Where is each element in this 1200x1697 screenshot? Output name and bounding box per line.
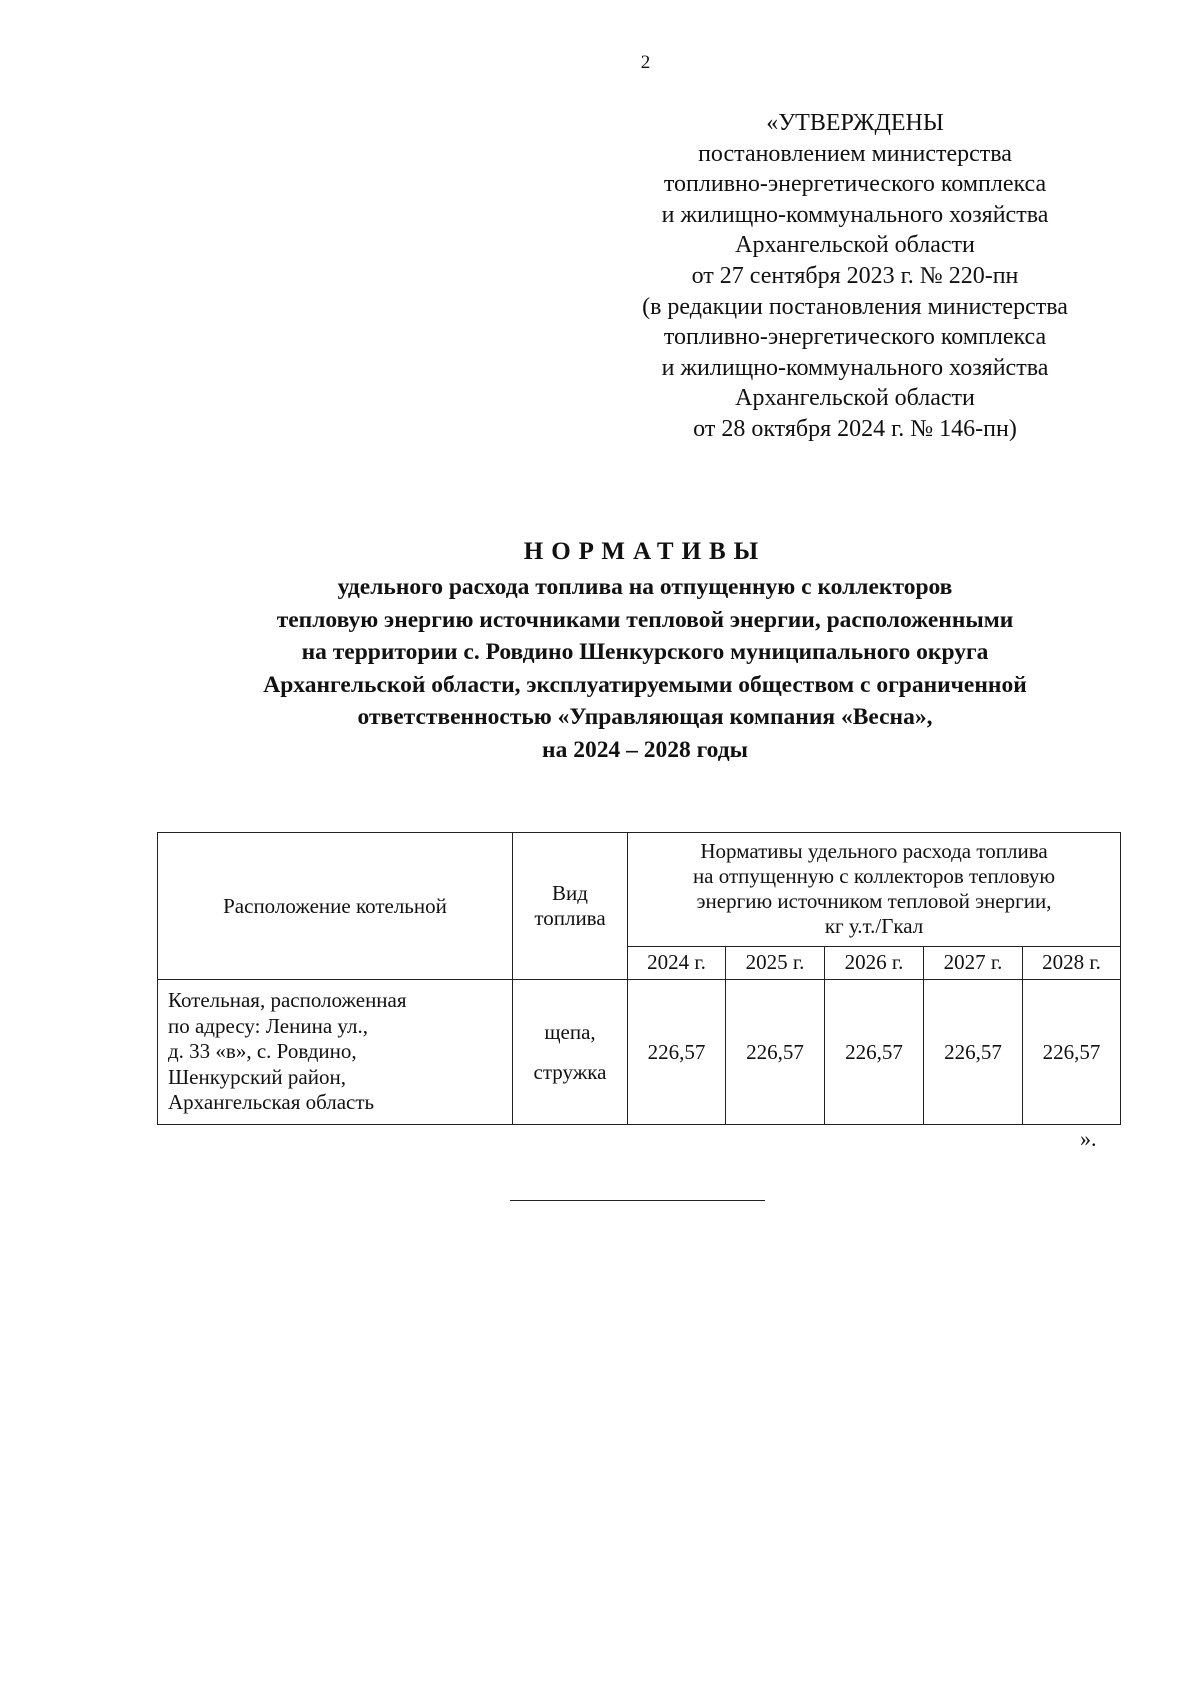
- fuel-line: стружка: [533, 1060, 607, 1084]
- document-subtitle: [100, 571, 1190, 766]
- location-line: Котельная, расположенная: [168, 988, 407, 1013]
- table-header-row: [158, 833, 1121, 947]
- cell-value: 226,57: [1023, 980, 1121, 1125]
- location-line: по адресу: Ленина ул.,: [168, 1013, 368, 1038]
- approval-line: (в редакции постановления министерства: [642, 293, 1068, 320]
- location-line: д. 33 «в», с. Ровдино,: [168, 1039, 357, 1064]
- location-line: Архангельская область: [168, 1090, 375, 1115]
- header-fuel-line: Вид: [552, 881, 588, 905]
- header-norms: [628, 833, 1121, 947]
- cell-fuel: [513, 980, 628, 1125]
- subtitle-line: тепловую энергию источниками тепловой энергии, расположенными: [276, 606, 1014, 633]
- approval-line: топливно-энергетического комплекса: [663, 324, 1047, 351]
- header-norms-line: Нормативы удельного расхода топлива: [700, 839, 1048, 864]
- year-header: 2026 г.: [825, 946, 924, 979]
- approval-line: «УТВЕРЖДЕНЫ: [766, 110, 944, 136]
- cell-value: 226,57: [924, 980, 1023, 1125]
- header-fuel-line: топлива: [534, 906, 606, 930]
- approval-block: [595, 108, 1115, 445]
- header-location: Расположение котельной: [158, 833, 513, 980]
- norms-table: [157, 832, 1121, 1125]
- bottom-divider: [510, 1200, 765, 1201]
- header-fuel: [513, 833, 628, 980]
- approval-line: топливно-энергетического комплекса: [663, 171, 1047, 198]
- location-line: Шенкурский район,: [168, 1064, 346, 1089]
- header-norms-line: кг у.т./Гкал: [824, 914, 924, 939]
- subtitle-line: на территории с. Ровдино Шенкурского муниципального округа: [301, 639, 989, 665]
- year-header: 2024 г.: [628, 946, 726, 979]
- approval-line: и жилищно-коммунального хозяйства: [661, 354, 1049, 381]
- approval-line: Архангельской области: [735, 232, 975, 259]
- subtitle-line: на 2024 – 2028 годы: [542, 736, 748, 763]
- subtitle-line: ответственностью «Управляющая компания «Весна»,: [357, 704, 933, 730]
- year-header: 2027 г.: [924, 946, 1023, 979]
- page-number: 2: [640, 52, 651, 73]
- cell-value: 226,57: [726, 980, 825, 1125]
- approval-line: от 27 сентября 2023 г. № 220-пн: [691, 262, 1019, 289]
- closing-quote: ».: [1080, 1126, 1097, 1151]
- subtitle-line: Архангельской области, эксплуатируемыми обществом с ограниченной: [263, 671, 1027, 698]
- subtitle-line: удельного расхода топлива на отпущенную с коллекторов: [337, 574, 953, 600]
- year-header: 2025 г.: [726, 946, 825, 979]
- cell-value: 226,57: [825, 980, 924, 1125]
- approval-line: Архангельской области: [735, 385, 975, 412]
- header-norms-line: энергию источником тепловой энергии,: [696, 889, 1052, 914]
- cell-location: [158, 980, 513, 1125]
- year-header: 2028 г.: [1023, 946, 1121, 979]
- cell-value: 226,57: [628, 980, 726, 1125]
- table-row: [158, 980, 1121, 1125]
- approval-line: и жилищно-коммунального хозяйства: [661, 201, 1049, 228]
- document-title: НОРМАТИВЫ: [523, 538, 767, 565]
- header-norms-line: на отпущенную с коллекторов тепловую: [692, 864, 1056, 889]
- approval-line: от 28 октября 2024 г. № 146-пн): [693, 415, 1017, 442]
- approval-line: постановлением министерства: [698, 140, 1012, 167]
- fuel-line: щепа,: [544, 1020, 596, 1044]
